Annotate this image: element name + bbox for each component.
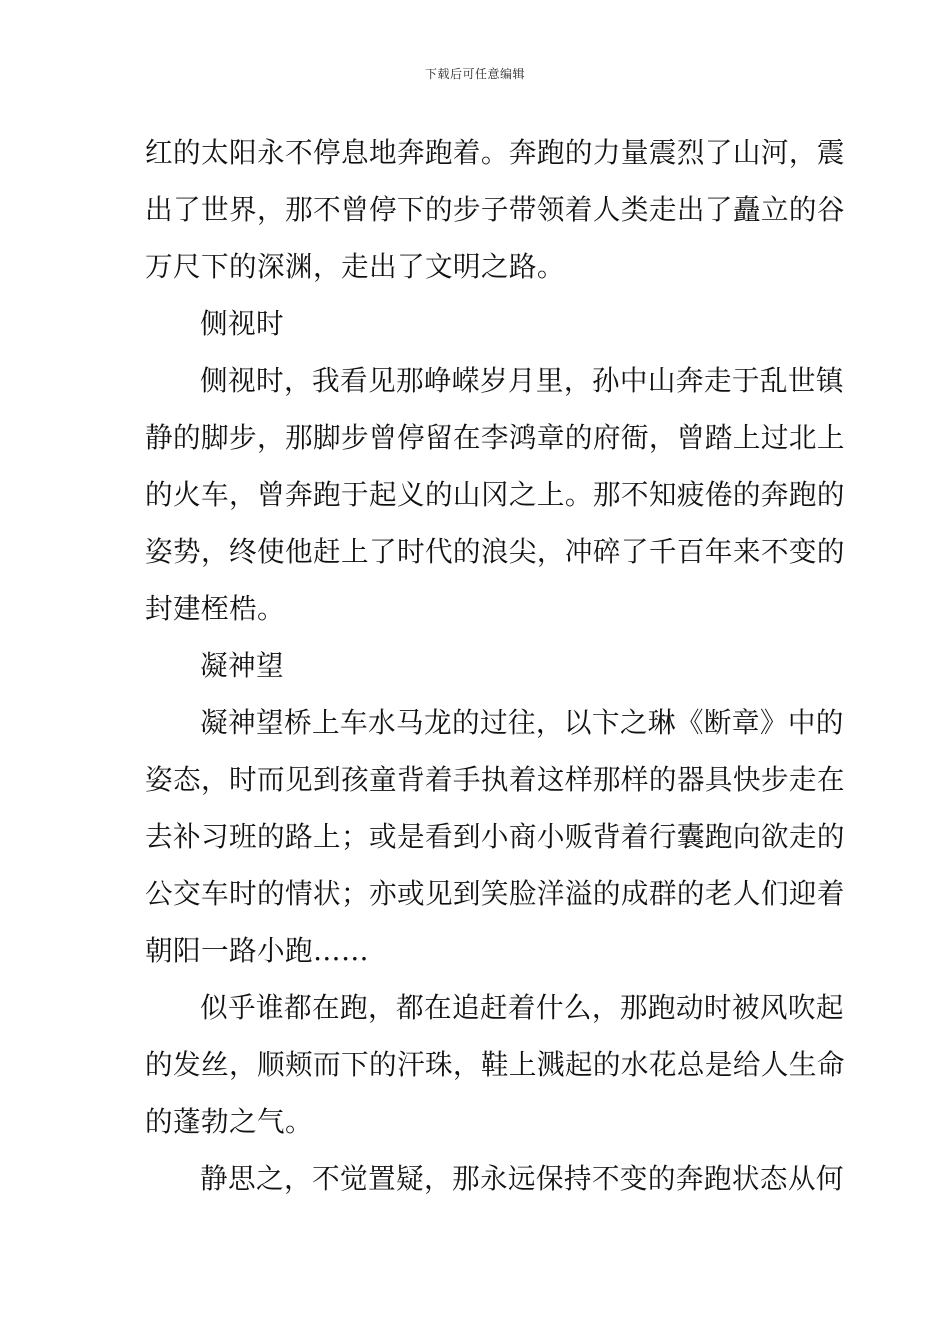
text-line: 凝神望桥上车水马龙的过往，以卞之琳《断章》中的 xyxy=(200,706,844,739)
text-line: 朝阳一路小跑…… xyxy=(145,934,369,967)
text-line: 的发丝，顺颊而下的汗珠，鞋上溅起的水花总是给人生命 xyxy=(145,1048,845,1081)
text-line: 红的太阳永不停息地奔跑着。奔跑的力量震烈了山河，震 xyxy=(145,136,845,169)
text-line: 姿态，时而见到孩童背着手执着这样那样的器具快步走在 xyxy=(145,763,845,796)
text-line: 去补习班的路上；或是看到小商小贩背着行囊跑向欲走的 xyxy=(145,820,845,853)
text-line: 万尺下的深渊，走出了文明之路。 xyxy=(145,250,565,283)
section-heading: 侧视时 xyxy=(200,307,284,340)
text-line: 静思之，不觉置疑，那永远保持不变的奔跑状态从何 xyxy=(200,1162,844,1195)
section-heading: 凝神望 xyxy=(200,649,284,682)
text-line: 的火车，曾奔跑于起义的山冈之上。那不知疲倦的奔跑的 xyxy=(145,478,845,511)
text-line: 公交车时的情状；亦或见到笑脸洋溢的成群的老人们迎着 xyxy=(145,877,845,910)
page-header: 下载后可任意编辑 xyxy=(424,67,525,81)
text-line: 似乎谁都在跑，都在追赶着什么，那跑动时被风吹起 xyxy=(200,991,844,1024)
text-line: 侧视时，我看见那峥嵘岁月里，孙中山奔走于乱世镇 xyxy=(200,364,844,397)
text-line: 出了世界，那不曾停下的步子带领着人类走出了矗立的谷 xyxy=(145,193,845,226)
text-line: 姿势，终使他赶上了时代的浪尖，冲碎了千百年来不变的 xyxy=(145,535,845,568)
text-line: 静的脚步，那脚步曾停留在李鸿章的府衙，曾踏上过北上 xyxy=(145,421,845,454)
text-line: 的蓬勃之气。 xyxy=(145,1105,313,1138)
text-line: 封建桎梏。 xyxy=(145,592,285,625)
document-body xyxy=(145,124,845,1207)
